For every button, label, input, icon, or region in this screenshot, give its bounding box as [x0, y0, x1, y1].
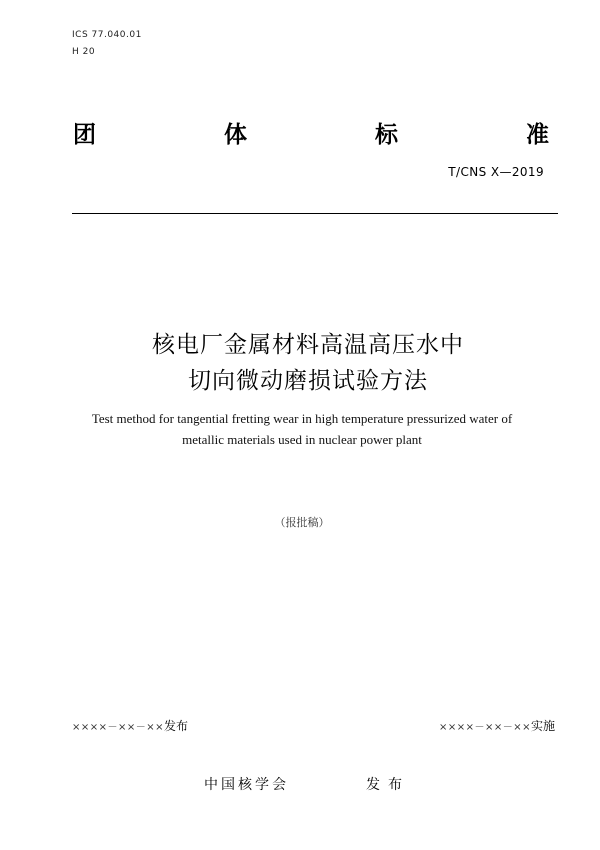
implementation-date-label: 实施 [531, 719, 556, 733]
chinese-title-line-1: 核电厂金属材料高温高压水中 [152, 332, 464, 358]
standard-number: T/CNS X—2019 [448, 165, 544, 179]
issue-date-label: 发布 [164, 719, 189, 733]
implementation-date-value: ××××－××－×× [439, 722, 532, 733]
heading-char: 准 [526, 122, 549, 148]
ics-code: ICS 77.040.01 [72, 30, 142, 40]
heading-char: 团 [73, 122, 96, 148]
draft-status: （报批稿） [274, 516, 330, 529]
chinese-title-line-2: 切向微动磨损试验方法 [188, 368, 428, 394]
issue-date-value: ××××－××－×× [72, 722, 165, 733]
english-title-line-1: Test method for tangential fretting wear in high temperature pressurized water of [91, 411, 513, 426]
publisher-name: 中国核学会 [204, 777, 289, 793]
issue-date [72, 717, 188, 734]
implementation-date [439, 717, 555, 734]
group-standard-heading [73, 116, 549, 149]
heading-char: 体 [224, 122, 247, 148]
publisher-action: 发布 [366, 777, 410, 793]
ccs-code: H 20 [72, 47, 96, 57]
horizontal-rule [72, 213, 558, 214]
english-title-line-2: metallic materials used in nuclear power plant [182, 432, 422, 447]
heading-char: 标 [375, 122, 398, 148]
